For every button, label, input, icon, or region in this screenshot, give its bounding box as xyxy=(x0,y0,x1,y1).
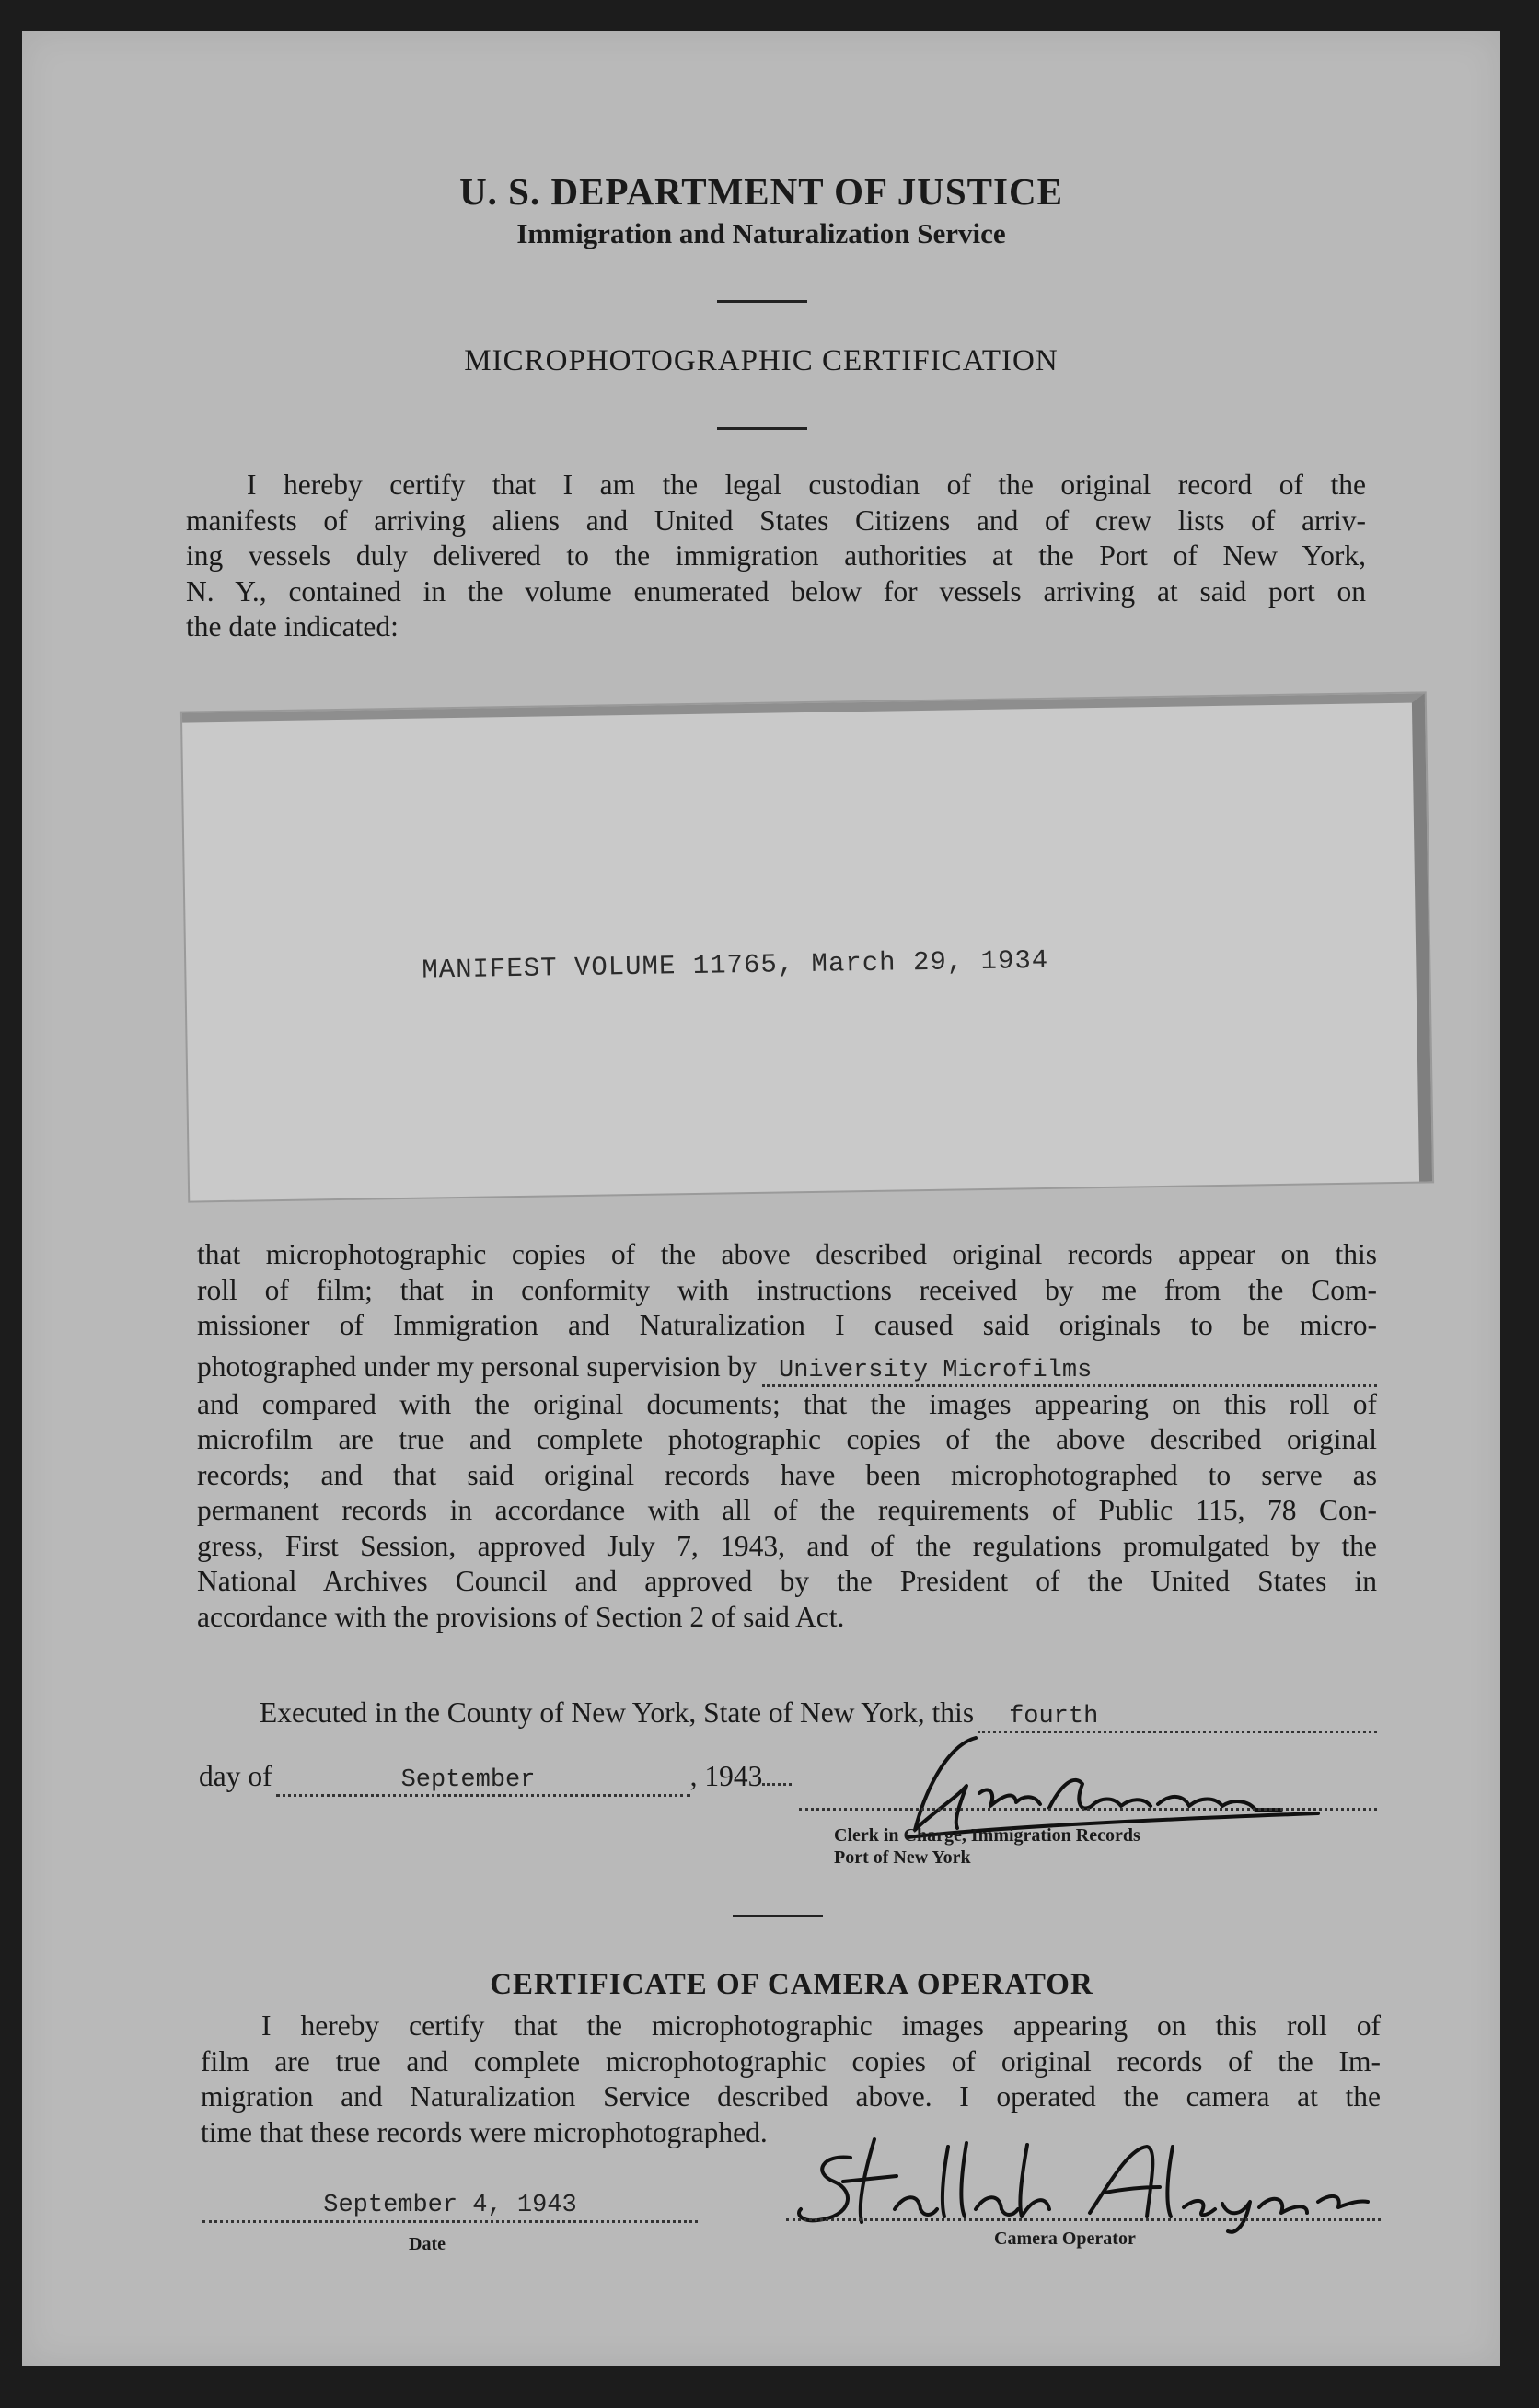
photographed-by-field xyxy=(762,1354,1377,1387)
photographed-by-value: University Microfilms xyxy=(779,1356,1093,1384)
month-field xyxy=(276,1764,690,1797)
intro-line: I hereby certify that I am the legal custodian of the original record of the xyxy=(247,469,1366,501)
photographed-by-label: photographed under my personal supervision by xyxy=(197,1349,758,1383)
day-of-line xyxy=(199,1759,843,1797)
date-value: September 4, 1943 xyxy=(323,2192,577,2219)
department-heading: U. S. DEPARTMENT OF JUSTICE xyxy=(459,170,1063,213)
body-line: that microphotographic copies of the above described original records appear on this xyxy=(197,1238,1377,1270)
clerk-port: Port of New York xyxy=(834,1847,971,1868)
body-paragraph xyxy=(197,1237,1377,1635)
camera-line: time that these records were microphotographed. xyxy=(201,2115,768,2148)
executed-label: Executed in the County of New York, State of New York, this xyxy=(260,1696,975,1729)
photographed-by-line xyxy=(197,1349,1377,1387)
intro-paragraph xyxy=(186,468,1366,645)
operator-signature xyxy=(786,2121,1375,2240)
camera-line: migration and Naturalization Service described above. I operated the camera at the xyxy=(201,2080,1381,2113)
day-of-label: day of xyxy=(199,1760,272,1792)
date-field xyxy=(202,2185,698,2223)
clerk-signature-line xyxy=(799,1808,1377,1811)
operator-signature-line xyxy=(786,2218,1381,2221)
certificate-page xyxy=(22,31,1500,2366)
month-value: September xyxy=(400,1766,536,1794)
clerk-title: Clerk in Charge, Immigration Records xyxy=(834,1825,1140,1846)
body-line: gress, First Session, approved July 7, 1943, and of the regulations promulgated by the xyxy=(197,1529,1377,1562)
manifest-slip xyxy=(182,693,1432,1200)
intro-line: N. Y., contained in the volume enumerated below for vessels arriving at said port on xyxy=(186,574,1366,608)
operator-label: Camera Operator xyxy=(994,2229,1136,2249)
body-line: accordance with the provisions of Section 2 of said Act. xyxy=(197,1600,845,1633)
executed-day-value: fourth xyxy=(1009,1703,1099,1731)
body-line: permanent records in accordance with all of the requirements of Public 115, 78 Con- xyxy=(197,1494,1377,1526)
year-dots xyxy=(762,1783,792,1786)
service-heading: Immigration and Naturalization Service xyxy=(516,217,1006,249)
body-line: roll of film; that in conformity with instructions received by me from the Com- xyxy=(197,1273,1377,1306)
body-line: National Archives Council and approved by the President of the United States in xyxy=(197,1565,1377,1597)
certification-title: MICROPHOTOGRAPHIC CERTIFICATION xyxy=(464,344,1059,377)
body-line: missioner of Immigration and Naturalization I caused said originals to be micro- xyxy=(197,1309,1377,1341)
intro-line: the date indicated: xyxy=(186,610,399,643)
body-line: records; and that said original records have been microphotographed to serve as xyxy=(197,1458,1377,1491)
header-divider xyxy=(717,300,807,303)
date-label: Date xyxy=(409,2234,446,2254)
camera-divider xyxy=(733,1915,823,1917)
camera-line: I hereby certify that the microphotographic images appearing on this roll of xyxy=(261,2009,1381,2042)
camera-certificate-title: CERTIFICATE OF CAMERA OPERATOR xyxy=(490,1968,1094,2001)
body-line: and compared with the original documents; that the images appearing on this roll of xyxy=(197,1387,1377,1420)
intro-line: ing vessels duly delivered to the immigration authorities at the Port of New York, xyxy=(186,539,1366,572)
year-text: , 1943 xyxy=(689,1760,763,1792)
manifest-volume-text: MANIFEST VOLUME 11765, March 29, 1934 xyxy=(422,944,1049,986)
intro-line: manifests of arriving aliens and United States Citizens and of crew lists of arriv- xyxy=(186,504,1366,537)
camera-line: film are true and complete microphotographic copies of original records of the Im- xyxy=(201,2044,1381,2078)
body-line: microfilm are true and complete photographic copies of the above described original xyxy=(197,1423,1377,1455)
title-divider xyxy=(717,427,807,430)
